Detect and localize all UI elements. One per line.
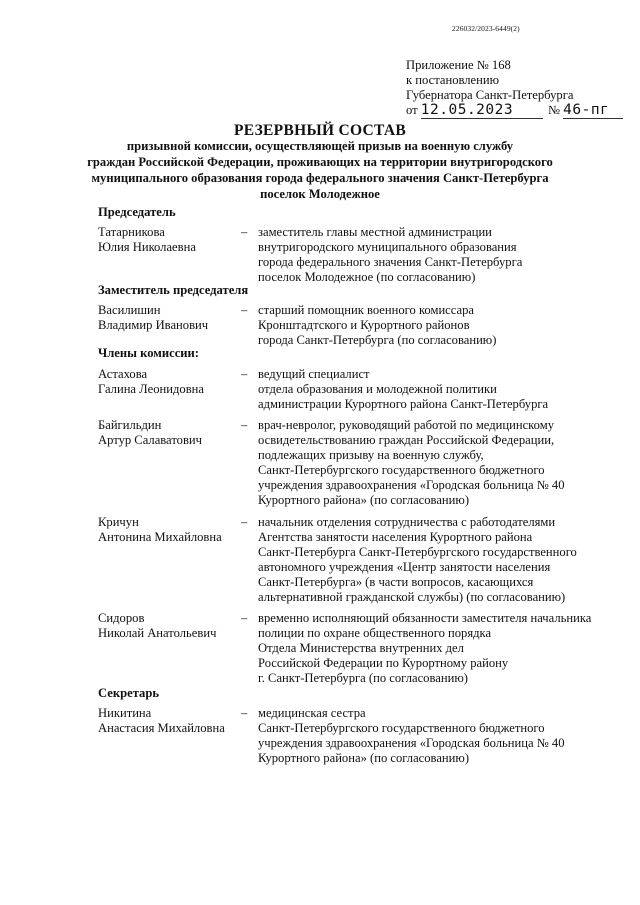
- person-name: [98, 367, 204, 397]
- appendix-line: Приложение № 168: [406, 58, 511, 72]
- subtitle-line: граждан Российской Федерации, проживающих на территории внутригородского: [87, 155, 553, 169]
- person-surname: Астахова: [98, 367, 148, 381]
- desc-line: врач-невролог, руководящий работой по медицинскому: [258, 418, 554, 432]
- appendix-block: [406, 58, 623, 118]
- person-name: [98, 303, 208, 333]
- document-title: РЕЗЕРВНЫЙ СОСТАВ: [233, 122, 407, 139]
- desc-line: полиции по охране общественного порядка: [258, 626, 492, 640]
- desc-line: отдела образования и молодежной политики: [258, 382, 497, 396]
- person-description: [258, 225, 522, 285]
- subtitle-line: муниципального образования города федерального значения Санкт-Петербурга: [91, 171, 549, 185]
- desc-line: временно исполняющий обязанности заместителя начальника: [258, 611, 592, 625]
- person-name: [98, 225, 196, 255]
- desc-line: Российской Федерации по Курортному району: [258, 656, 509, 670]
- section-members: Члены комиссии:: [98, 346, 200, 360]
- dash: –: [241, 706, 248, 720]
- desc-line: старший помощник военного комиссара: [258, 303, 474, 317]
- person-given-name: Антонина Михайловна: [98, 530, 222, 544]
- desc-line: заместитель главы местной администрации: [258, 225, 492, 239]
- desc-line: Санкт-Петербурга Санкт-Петербургского государственного: [258, 545, 577, 559]
- person-given-name: Анастасия Михайловна: [98, 721, 225, 735]
- desc-line: Кронштадтского и Курортного районов: [258, 318, 470, 332]
- desc-line: начальник отделения сотрудничества с работодателями: [258, 515, 556, 529]
- person-description: [258, 367, 548, 412]
- person-given-name: Юлия Николаевна: [98, 240, 196, 254]
- appendix-date-line: [406, 103, 623, 118]
- person-surname: Татарникова: [98, 225, 165, 239]
- person-description: [258, 706, 565, 766]
- desc-line: Курортного района» (по согласованию): [258, 493, 470, 507]
- appendix-line: Губернатора Санкт-Петербурга: [406, 88, 574, 102]
- person-name: [98, 706, 225, 736]
- person-description: [258, 303, 496, 348]
- handwritten-date: 12.05.2023: [421, 103, 543, 119]
- document-number: 226032/2023-6449(2): [452, 24, 520, 33]
- person-surname: Василишин: [98, 303, 161, 317]
- subtitle-line: поселок Молодежное: [260, 187, 380, 201]
- desc-line: Курортного района» (по согласованию): [258, 751, 470, 765]
- desc-line: г. Санкт-Петербурга (по согласованию): [258, 671, 468, 685]
- desc-line: учреждения здравоохранения «Городская больница № 40: [258, 736, 565, 750]
- number-prefix: №: [547, 103, 560, 117]
- desc-line: администрации Курортного района Санкт-Петербурга: [258, 397, 549, 411]
- desc-line: Агентства занятости населения Курортного района: [258, 530, 533, 544]
- dash: –: [241, 418, 248, 432]
- desc-line: учреждения здравоохранения «Городская больница № 40: [258, 478, 565, 492]
- dash: –: [241, 611, 248, 625]
- person-given-name: Артур Салаватович: [98, 433, 202, 447]
- person-given-name: Николай Анатольевич: [98, 626, 217, 640]
- desc-line: города федерального значения Санкт-Петербурга: [258, 255, 523, 269]
- date-prefix: от: [406, 103, 418, 117]
- person-name: [98, 611, 216, 641]
- person-surname: Сидоров: [98, 611, 145, 625]
- section-secretary: Секретарь: [98, 686, 159, 700]
- desc-line: медицинская сестра: [258, 706, 366, 720]
- desc-line: альтернативной гражданской службы) (по согласованию): [258, 590, 566, 604]
- desc-line: освидетельствованию граждан Российской Федерации,: [258, 433, 555, 447]
- person-surname: Кричун: [98, 515, 139, 529]
- person-given-name: Галина Леонидовна: [98, 382, 204, 396]
- person-description: [258, 418, 565, 508]
- desc-line: подлежащих призыву на военную службу,: [258, 448, 484, 462]
- desc-line: Санкт-Петербургского государственного бюджетного: [258, 463, 545, 477]
- dash: –: [241, 367, 248, 381]
- desc-line: Санкт-Петербургского государственного бюджетного: [258, 721, 545, 735]
- section-deputy: Заместитель председателя: [98, 283, 249, 297]
- desc-line: внутригородского муниципального образования: [258, 240, 517, 254]
- desc-line: города Санкт-Петербурга (по согласованию): [258, 333, 497, 347]
- dash: –: [241, 225, 248, 239]
- handwritten-number: 46-пг: [563, 103, 623, 119]
- desc-line: поселок Молодежное (по согласованию): [258, 270, 476, 284]
- dash: –: [241, 303, 248, 317]
- person-given-name: Владимир Иванович: [98, 318, 209, 332]
- desc-line: Санкт-Петербурга» (в части вопросов, касающихся: [258, 575, 534, 589]
- desc-line: автономного учреждения «Центр занятости населения: [258, 560, 551, 574]
- person-surname: Байгильдин: [98, 418, 162, 432]
- section-chair: Председатель: [98, 205, 176, 219]
- person-name: [98, 515, 222, 545]
- person-surname: Никитина: [98, 706, 152, 720]
- person-description: [258, 515, 577, 605]
- person-name: [98, 418, 202, 448]
- appendix-line: к постановлению: [406, 73, 500, 87]
- person-description: [258, 611, 591, 686]
- dash: –: [241, 515, 248, 529]
- desc-line: ведущий специалист: [258, 367, 370, 381]
- subtitle-line: призывной комиссии, осуществляющей призыв на военную службу: [126, 139, 514, 153]
- desc-line: Отдела Министерства внутренних дел: [258, 641, 464, 655]
